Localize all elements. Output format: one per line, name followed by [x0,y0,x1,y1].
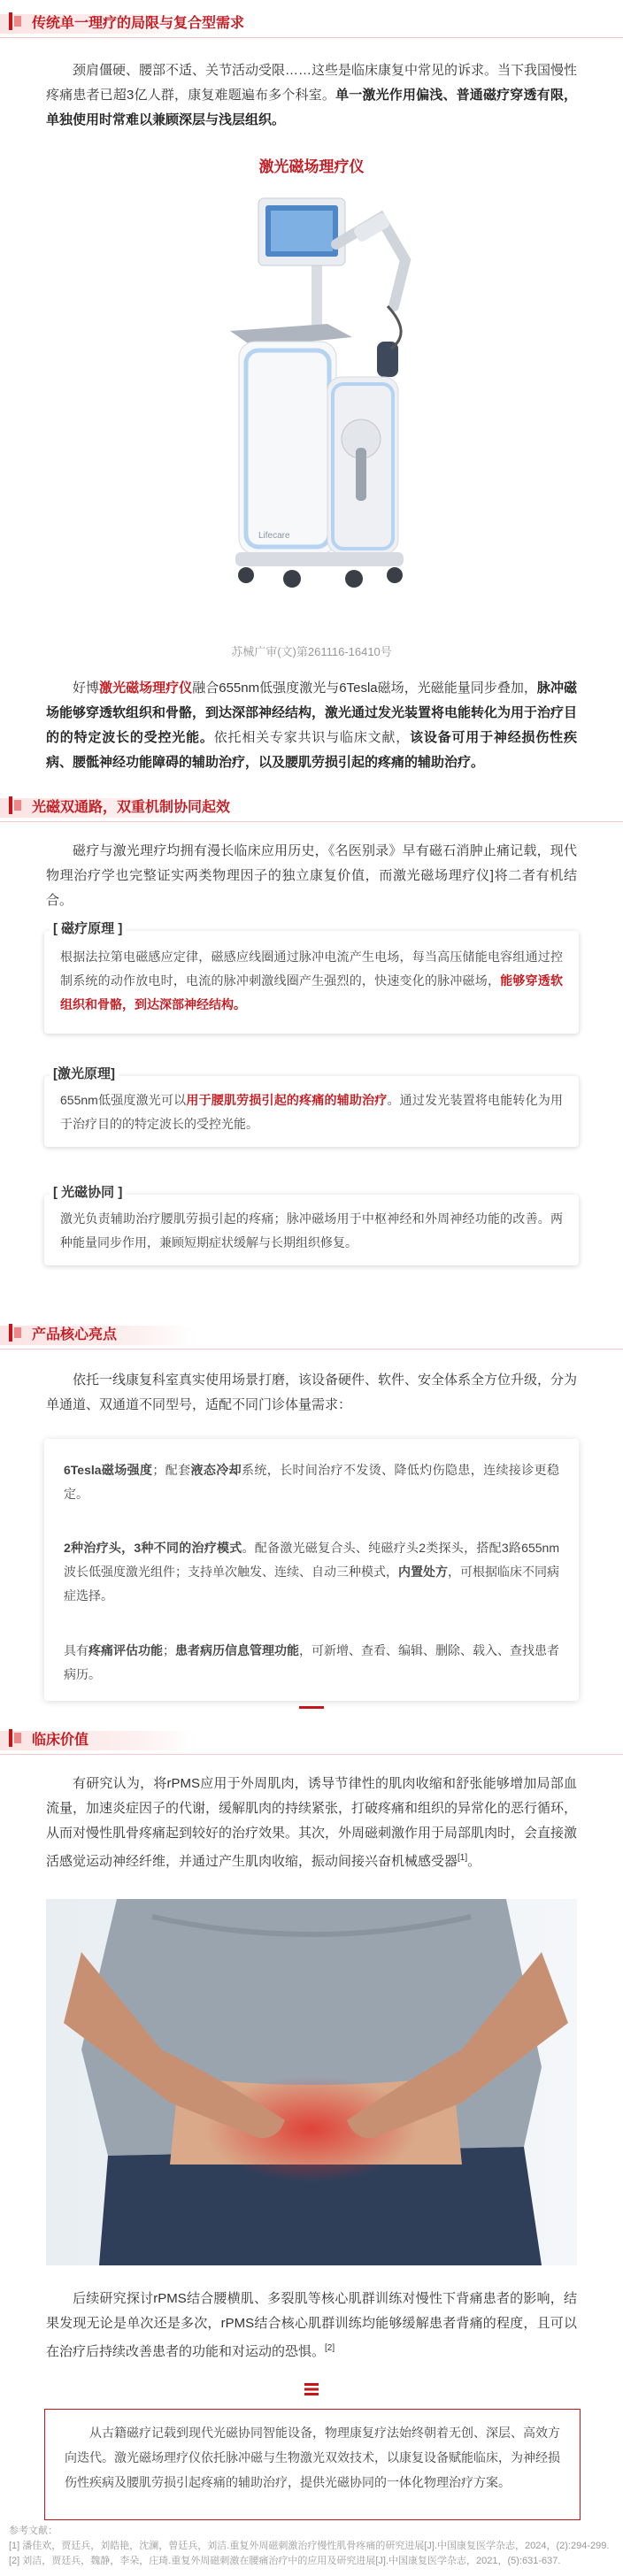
device-brand-logo: Lifecare [258,531,290,541]
highlight-text: ，可根据临床不同病症选择。 [64,1565,559,1603]
summary-text: 从古籍磁疗记载到现代光磁协同智能设备，物理康复疗法始终朝着无创、深层、高效方向迭代。激光磁场理疗仪依托脉冲磁与生物激光双效技术，以康复设备赋能临床，为神经损伤性疾病及腰肌劳损引起疼痛的辅助治疗，提供光磁协同的一体化物理治疗方案。 [65,2426,560,2489]
highlight-text: 。配备激光磁复合头、纯磁疗头2类探头，搭配3路655nm波长低强度激光组件；支持单次触发、连续、自动三种模式， [64,1541,559,1579]
clinical-paragraph-2 [46,2287,577,2365]
device-desc-bold2: 该设备可用于神经损伤性疾病、腰骶神经功能障碍的辅助治疗，以及腰肌劳损引起的疼痛的辅助治疗。 [46,730,577,770]
highlight-item-1 [64,1458,559,1506]
box-text-plain: 根据法拉第电磁感应定律，磁感应线圈通过脉冲电流产生电场，每当高压储能电容组通过控制系统的动作放电时，电流的脉冲刺激线圈产生强烈的，快速变化的脉冲磁场， [60,950,563,988]
references-title: 参考文献： [9,2526,58,2536]
highlight-text: ；配套 [152,1463,191,1477]
device-monitor-post [312,264,322,326]
device-desc-start: 好博 [73,681,100,696]
dual-pathway-paragraph: 磁疗与激光理疗均拥有漫长临床应用历史，《名医别录》早有磁石消肿止痛记载，现代物理治疗学也完整证实两类物理因子的独立康复价值，而激光磁场理疗仪]将二者有机结合。 [46,843,577,908]
summary-box [44,2409,581,2520]
device-wheel [283,570,301,588]
section-marker-icon [9,1324,21,1342]
section-header-dual-pathway [0,789,623,825]
highlight-text: 系统，长时间治疗不发烫、降低灼伤隐患，连续接诊更稳定。 [64,1463,560,1501]
highlight-text: ，可新增、查看、编辑、删除、载入、查找患者病历。 [64,1643,559,1681]
section-marker-icon [9,1729,21,1747]
device-screen-content [271,211,333,251]
highlight-bold: 疼痛评估功能 [88,1643,163,1657]
box-bottom-accent [299,1706,324,1709]
synergy-box [44,1185,579,1265]
device-coil-handle [356,448,366,501]
section-divider [0,37,623,38]
section-divider [0,1349,623,1350]
section-header-highlights [0,1317,623,1352]
reference-item: [1] 潘佳欢，贾廷兵，刘皓艳，沈澜，曾廷兵，刘洁.重复外周磁刺激治疗慢性肌骨疼痛的研究进展[J].中国康复医学杂志，2024，(2):294-299. [9,2541,610,2551]
box-text [60,1088,563,1136]
highlight-bold: 2种治疗头，3种不同的治疗模式 [64,1541,242,1555]
highlight-text: 具有 [64,1643,88,1657]
laser-principle-box [44,1066,579,1147]
highlight-text: ； [163,1643,175,1657]
intro-bold-text: 单一激光作用偏浅、普通磁疗穿透有限，单独使用时常难以兼顾深层与浅层组织。 [46,88,577,127]
intro-text: 颈肩僵硬、腰部不适、关节活动受限……这些是临床康复中常见的诉求。当下我国慢性疼痛患者已超3亿人群，康复难题遍布多个科室。 [46,63,578,103]
device-desc-mid2: 依托相关专家共识与临床文献， [213,730,411,745]
section-marker-icon [9,12,21,30]
box-text [60,945,563,1017]
device-base [235,552,404,566]
box-label: [ 光磁协同 ] [50,1182,126,1201]
highlight-bold: 液态冷却 [190,1463,242,1477]
section-divider [0,1754,623,1755]
box-text-plain: 655nm低强度激光可以 [60,1093,187,1107]
device-description-paragraph [46,676,577,775]
device-desc-bold1: 脉冲磁场能够穿透软组织和骨骼，到达深部神经结构，激光通过发光装置将电能转化为用于治疗目的的特定波长的受控光能。 [46,681,578,745]
section-title: 光磁双通路，双重机制协同起效 [32,800,231,815]
magnetic-principle-box [44,921,579,1034]
clinical-text: 后续研究探讨rPMS结合腰横肌、多裂肌等核心肌群训练对慢性下背痛患者的影响，结果发现无论是单次还是多次，rPMS结合核心肌群训练均能够缓解患者背痛的程度，且可以在治疗后持续改善患者的功能和对运动的恐惧。 [46,2291,577,2359]
device-body [239,342,336,554]
clinical-text-end: 。 [467,1854,481,1869]
section-header-limitations [0,5,623,41]
box-label: [激光原理] [50,1064,119,1082]
highlight-item-3 [64,1639,559,1687]
box-text-plain: 。通过发光装置将电能转化为用于治疗目的的特定波长的受控光能。 [60,1093,564,1131]
section-header-bg [0,1731,195,1750]
citation-ref: [1] [458,1853,468,1863]
device-title: 激光磁场理疗仪 [258,158,365,175]
highlight-item-2 [64,1536,559,1608]
intro-paragraph [46,58,577,133]
highlight-bold: 6Tesla磁场强度 [64,1463,153,1477]
device-arm-joint [352,211,391,243]
device-name-highlight: 激光磁场理疗仪 [99,681,193,696]
laser-magnetic-device-image [204,182,425,625]
citation-ref: [2] [325,2343,335,2353]
device-desc-mid: 融合655nm低强度激光与6Tesla磁场，光磁能量同步叠加， [192,681,537,696]
device-wheel [238,567,254,583]
section-title: 产品核心亮点 [32,1327,118,1342]
device-wheel [345,570,363,588]
highlight-bold: 内置处方 [398,1565,448,1579]
section-title: 传统单一理疗的局限与复合型需求 [32,16,245,31]
box-text: 激光负责辅助治疗腰肌劳损引起的疼痛；脉冲磁场用于中枢神经和外周神经功能的改善。两种能量同步作用，兼顾短期症状缓解与长期组织修复。 [60,1211,563,1250]
decorative-menu-icon [304,2383,319,2395]
clinical-text: 有研究认为，将rPMS应用于外周肌肉，诱导节律性的肌肉收缩和舒张能够增加局部血流量，加速炎症因子的代谢，缓解肌肉的持续紧张，打破疼痛和组织的异常化的恶行循环，从而对慢性肌骨疼痛起到较好的治疗效果。其次，外周磁刺激作用于局部肌肉时，会直接激活感觉运动神经纤维，并通过产生肌肉收缩，振动间接兴奋机械感受器 [46,1776,578,1869]
highlights-paragraph: 依托一线康复科室真实使用场景打磨，该设备硬件、软件、安全体系全方位升级，分为单通道、双通道不同型号，适配不同门诊体量需求： [46,1373,578,1412]
section-title: 临床价值 [32,1733,89,1748]
device-wheel [387,567,403,583]
box-text-highlight: 用于腰肌劳损引起的疼痛的辅助治疗 [186,1093,388,1107]
section-divider [0,821,623,822]
section-header-clinical-value [0,1722,623,1757]
highlights-box [44,1439,579,1701]
highlight-bold: 患者病历信息管理功能 [175,1643,299,1657]
device-caption: 苏械广审(文)第261116-16410号 [231,645,392,658]
box-text-highlight: 能够穿透软组织和骨骼，到达深部神经结构。 [60,973,564,1011]
references [9,2524,614,2569]
clinical-paragraph-1 [46,1772,577,1874]
reference-item: [2] 刘洁，贾廷兵，魏静，李朵，庄琦.重复外周磁刺激在腰痛治疗中的应用及研究进展[J].中国康复医学杂志，2021，(5):631-637. [9,2556,561,2566]
back-pain-photo [46,1899,577,2265]
box-label: [ 磁疗原理 ] [50,919,126,937]
section-marker-icon [9,796,21,814]
